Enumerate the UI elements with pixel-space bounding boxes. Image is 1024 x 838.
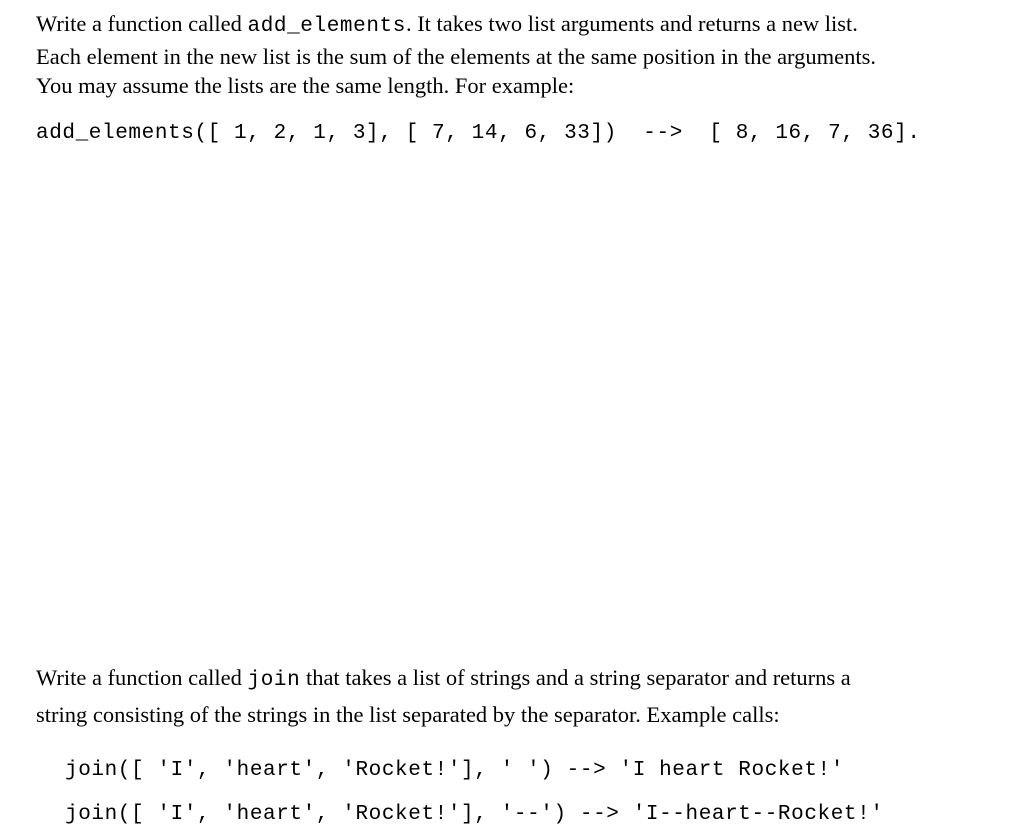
function-name-code: add_elements bbox=[247, 15, 406, 38]
question-add-elements bbox=[36, 9, 1011, 147]
example-call: join([ 'I', 'heart', 'Rocket!'], '--') --> 'I--heart--Rocket!' bbox=[65, 803, 884, 826]
prompt-text: . It takes two list arguments and returns a new list. bbox=[405, 11, 858, 36]
question-prompt bbox=[36, 661, 1011, 732]
question-prompt bbox=[36, 9, 1011, 101]
example-call: add_elements([ 1, 2, 1, 3], [ 7, 14, 6, 33]) --> [ 8, 16, 7, 36]. bbox=[36, 121, 921, 145]
question-join bbox=[36, 661, 1011, 837]
prompt-text: Write a function called bbox=[36, 665, 248, 690]
prompt-text: string consisting of the strings in the list separated by the separator. Example calls: bbox=[36, 702, 780, 727]
prompt-text: You may assume the lists are the same length. For example: bbox=[36, 73, 575, 98]
prompt-text: Write a function called bbox=[36, 11, 248, 36]
example-call: join([ 'I', 'heart', 'Rocket!'], ' ') --> 'I heart Rocket!' bbox=[65, 759, 844, 782]
example-calls bbox=[36, 749, 1011, 837]
prompt-text: Each element in the new list is the sum of the elements at the same position in the arguments. bbox=[36, 43, 877, 69]
function-name-code: join bbox=[247, 669, 301, 692]
prompt-text: that takes a list of strings and a string separator and returns a bbox=[300, 665, 851, 690]
